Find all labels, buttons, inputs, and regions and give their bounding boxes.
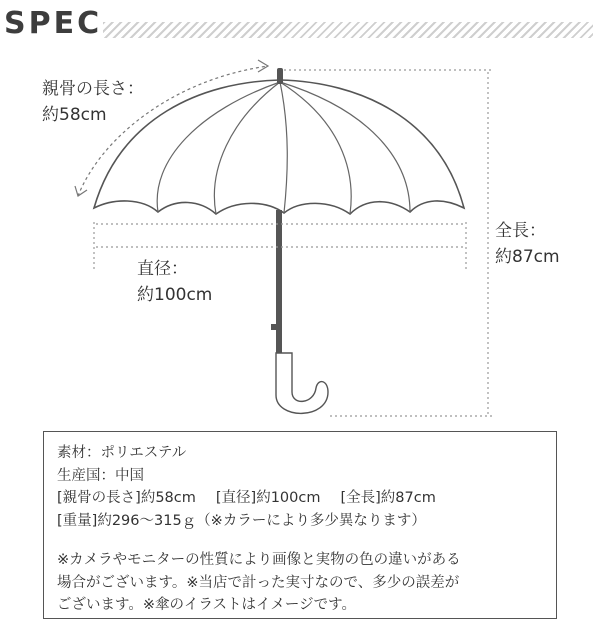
diameter-label [137,256,212,308]
material-text: 素材：ポリエステル [57,445,187,461]
note-line: ※カメラやモニターの性質により画像と実物の色の違いがある [57,552,461,568]
spec-info-box [43,431,557,619]
sizes-row [57,487,544,510]
note-line: ございます。※傘のイラストはイメージです。 [57,597,356,613]
origin-text: 生産国：中国 [57,467,144,484]
rib-length-title: 親骨の長さ： [42,79,144,99]
diameter-size-text: [直径]約100cm [215,490,321,506]
note-line: 場合がございます。※当店で計った実寸なので、多少の誤差が [57,574,460,591]
umbrella-runner [271,324,279,330]
total-length-value: 約87cm [495,247,560,267]
total-length-title: 全長： [495,221,546,241]
total-length-label [495,218,560,270]
rib-length-value: 約58cm [42,105,107,125]
rib-size-text: [親骨の長さ]約58cm [57,490,196,506]
weight-text: [重量]約296〜315ｇ（※カラーにより多少異なります） [57,512,426,529]
diameter-value: 約100cm [137,285,213,305]
rib-length-label [42,76,144,128]
total-size-text: [全長]約87cm [340,490,436,506]
page-title: SPEC [4,6,103,41]
umbrella-shaft [276,210,282,355]
umbrella-handle [276,353,328,413]
diameter-title: 直径： [137,259,188,279]
umbrella-ferrule [277,68,283,84]
